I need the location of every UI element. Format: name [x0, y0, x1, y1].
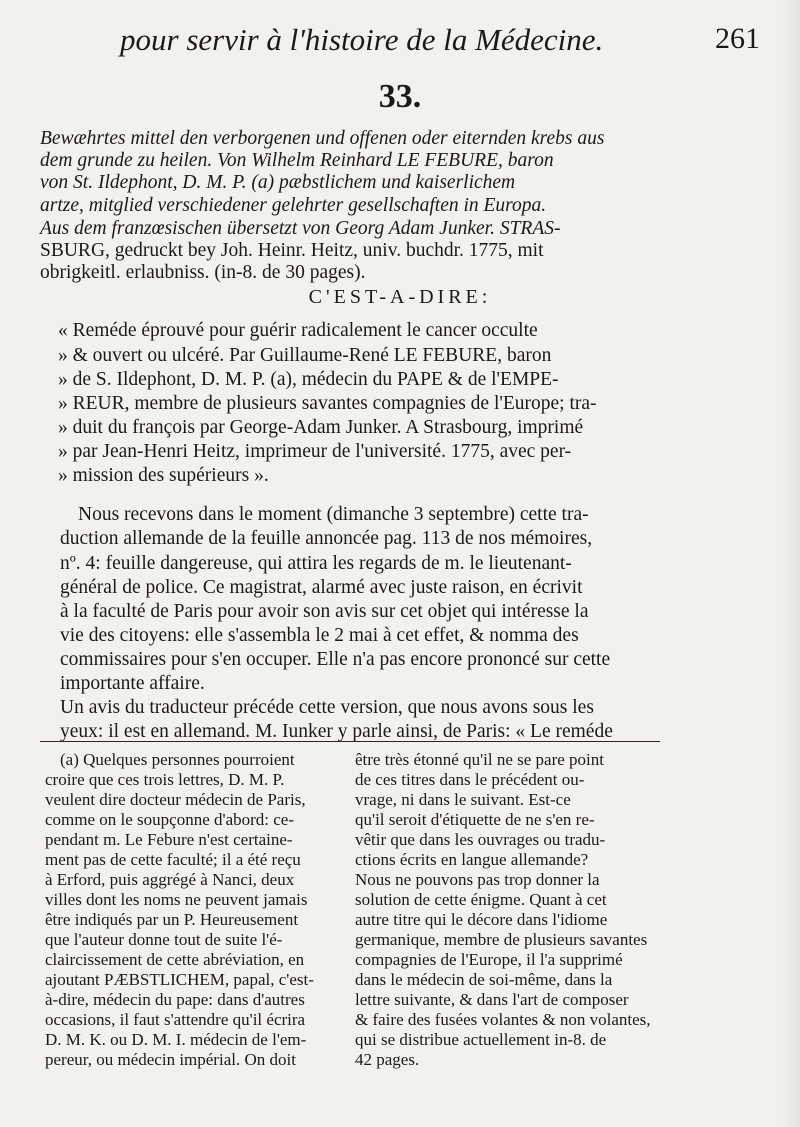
footnote-left-line: à-dire, médecin du pape: dans d'autres — [45, 990, 305, 1009]
body-line: commissaires pour s'en occuper. Elle n'a pas encore prononcé sur cette — [60, 649, 611, 670]
translation-line: » duit du françois par George-Adam Junker. A Strasbourg, imprimé — [58, 417, 584, 438]
footnote-right-line: Nous ne pouvons pas trop donner la — [355, 870, 600, 889]
footnote-left-line: pendant m. Le Febure n'est certaine- — [45, 830, 293, 849]
body-line: importante affaire. — [60, 673, 205, 694]
footnote-left-line: D. M. K. ou D. M. I. médecin de l'em- — [45, 1030, 307, 1049]
footnote-left-line: veulent dire docteur médecin de Paris, — [45, 790, 306, 809]
german-title-line: SBURG, gedruckt bey Joh. Heinr. Heitz, univ. buchdr. 1775, mit — [40, 240, 544, 261]
footnote-right-line: dans le médecin de soi-même, dans la — [355, 970, 613, 989]
footnote-left-line: villes dont les noms ne peuvent jamais — [45, 890, 308, 909]
body-line: Nous recevons dans le moment (dimanche 3 septembre) cette tra- — [78, 504, 589, 525]
footnote-left-line: claircissement de cette abréviation, en — [45, 950, 305, 969]
footnote-right-line: germanique, membre de plusieurs savantes — [355, 930, 648, 949]
footnote-left-line: pereur, ou médecin impérial. On doit — [45, 1050, 296, 1069]
translation-line: » & ouvert ou ulcéré. Par Guillaume-René LE FEBURE, baron — [58, 345, 552, 366]
footnote-left-line: que l'auteur donne tout de suite l'é- — [45, 930, 283, 949]
footnote-right-line: autre titre qui le décore dans l'idiome — [355, 910, 608, 929]
translation-line: » REUR, membre de plusieurs savantes compagnies de l'Europe; tra- — [58, 393, 597, 414]
german-title-line: dem grunde zu heilen. Von Wilhelm Reinhard LE FEBURE, baron — [40, 150, 554, 171]
footnote-left-line: à Erford, puis aggrégé à Nanci, deux — [45, 870, 295, 889]
footnote-right-line: 42 pages. — [355, 1050, 420, 1069]
translation-line: » de S. Ildephont, D. M. P. (a), médecin du PAPE & de l'EMPE- — [58, 369, 559, 390]
body-line: vie des citoyens: elle s'assembla le 2 mai à cet effet, & nomma des — [60, 625, 579, 646]
footnote-left-line: ment pas de cette faculté; il a été reçu — [45, 850, 301, 869]
footnote-right-line: ctions écrits en langue allemande? — [355, 850, 589, 869]
footnote-right-line: solution de cette énigme. Quant à cet — [355, 890, 607, 909]
footnote-left-line: (a) Quelques personnes pourroient — [60, 750, 295, 769]
running-head — [120, 22, 760, 66]
body-line: général de police. Ce magistrat, alarmé avec juste raison, en écrivit — [60, 577, 583, 598]
body-line: Un avis du traducteur précéde cette version, que nous avons sous les — [60, 697, 594, 718]
footnote-left-line: croire que ces trois lettres, D. M. P. — [45, 770, 285, 789]
german-title-line: von St. Ildephont, D. M. P. (a) pæbstlichem und kaiserlichem — [40, 172, 516, 193]
german-title-line: Bewæhrtes mittel den verborgenen und offenen oder eiternden krebs aus — [40, 128, 605, 149]
body-line: nº. 4: feuille dangereuse, qui attira les regards de m. le lieutenant- — [60, 553, 572, 574]
section-heading: C'EST-A-DIRE: — [308, 286, 492, 308]
translation-line: » par Jean-Henri Heitz, imprimeur de l'université. 1775, avec per- — [58, 441, 572, 462]
footnote-left-line: ajoutant PÆBSTLICHEM, papal, c'est- — [45, 970, 314, 989]
footnote-right-line: & faire des fusées volantes & non volantes, — [355, 1010, 651, 1029]
translation-line: » mission des supérieurs ». — [58, 465, 269, 486]
german-title-line: artze, mitglied verschiedener gelehrter gesellschaften in Europa. — [40, 195, 547, 216]
footnote-left-line: comme on le soupçonne d'abord: ce- — [45, 810, 295, 829]
translation-line: « Reméde éprouvé pour guérir radicalement le cancer occulte — [58, 320, 538, 341]
footnote-right-line: de ces titres dans le précédent ou- — [355, 770, 585, 789]
footnote-separator — [40, 741, 660, 742]
footnote-right-line: vrage, ni dans le suivant. Est-ce — [355, 790, 571, 809]
page-number: 261 — [715, 22, 760, 55]
footnote-right-line: être très étonné qu'il ne se pare point — [355, 750, 604, 769]
body-line: à la faculté de Paris pour avoir son avis sur cet objet qui intéresse la — [60, 601, 589, 622]
german-title-line: obrigkeitl. erlaubniss. (in-8. de 30 pages). — [40, 262, 366, 283]
entry-number: 33. — [378, 78, 422, 115]
footnote-right-line: qu'il seroit d'étiquette de ne s'en re- — [355, 810, 595, 829]
running-title: pour servir à l'histoire de la Médecine. — [120, 22, 604, 57]
body-line: duction allemande de la feuille annoncée pag. 113 de nos mémoires, — [60, 528, 593, 549]
footnote-right-line: qui se distribue actuellement in-8. de — [355, 1030, 607, 1049]
german-title-line: Aus dem franzœsischen übersetzt von Georg Adam Junker. STRAS- — [40, 218, 561, 239]
footnote-right-line: vêtir que dans les ouvrages ou tradu- — [355, 830, 606, 849]
page-edge-shadow — [782, 0, 800, 1127]
footnote-left-line: être indiqués par un P. Heureusement — [45, 910, 299, 929]
body-line: yeux: il est en allemand. M. Iunker y parle ainsi, de Paris: « Le reméde — [60, 721, 613, 742]
footnote-right-line: compagnies de l'Europe, il l'a supprimé — [355, 950, 623, 969]
footnote-right-line: lettre suivante, & dans l'art de composer — [355, 990, 629, 1009]
footnote-left-line: occasions, il faut s'attendre qu'il écrira — [45, 1010, 306, 1029]
